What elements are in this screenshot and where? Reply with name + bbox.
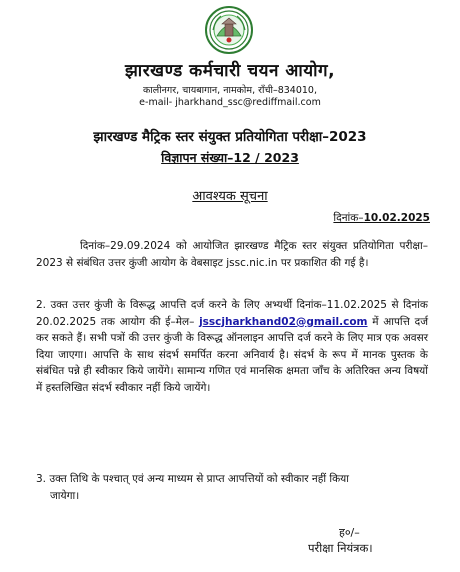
org-address: कालीनगर, चायबागान, नामकोम, राँची–834010, bbox=[143, 85, 317, 96]
paragraph-2 bbox=[36, 297, 428, 396]
signature-title: परीक्षा नियंत्रक। bbox=[308, 541, 373, 555]
notice-heading bbox=[0, 186, 460, 204]
notice-date bbox=[333, 211, 430, 225]
org-name: झारखण्ड कर्मचारी चयन आयोग, bbox=[124, 61, 336, 81]
paragraph-3 bbox=[36, 471, 428, 504]
paragraph-2-after: में आपत्ति दर्ज कर सकते हैं। सभी पत्रों की उत्तर कुंजी के विरूद्ध ऑनलाइन आपत्ति दर्ज करने के लिए मात्र एक अवसर दिया जाएगा। आपत्ति के साथ संदर्भ समर्पित करना अनिवार्य है। संदर्भ के रूप में मानक पुस्तक के संबंधित पन्ने ही स्वीकार किये जायेंगे। सामान्य गणित एवं मानसिक क्षमता जाँच के अतिरिक्त अन्य विषयों में हस्तलिखित संदर्भ स्वीकार नहीं किये जायेंगे। bbox=[36, 315, 428, 394]
date-value: 10.02.2025 bbox=[363, 212, 430, 224]
paragraph-3-line-2: जायेगा। bbox=[50, 489, 80, 502]
jharkhand-emblem-logo bbox=[205, 6, 253, 54]
paragraph-3-line-1: 3. उक्त तिथि के पश्चात् एवं अन्य माध्यम से प्राप्त आपत्तियों को स्वीकार नहीं किया bbox=[36, 473, 349, 485]
org-email: e-mail- jharkhand_ssc@rediffmail.com bbox=[139, 97, 321, 108]
paragraph-2-before: 2. उक्त उत्तर कुंजी के विरूद्ध आपत्ति दर्ज करने के लिए अभ्यर्थी दिनांक–11.02.2025 से दिनांक 20.02.2025 तक आयोग की ई–मेल– bbox=[36, 299, 428, 328]
objection-email-link[interactable]: jsscjharkhand02@gmail.com bbox=[199, 315, 368, 328]
exam-title: झारखण्ड मैट्रिक स्तर संयुक्त प्रतियोगिता परीक्षा–2023 bbox=[93, 129, 367, 145]
notice-heading-text: आवश्यक सूचना bbox=[192, 189, 268, 204]
paragraph-1: दिनांक–29.09.2024 को आयोजित झारखण्ड मैट्रिक स्तर संयुक्त प्रतियोगिता परीक्षा–2023 से संबंधित उत्तर कुंजी आयोग के वेबसाइट jssc.nic.in पर प्रकाशित की गई है। bbox=[36, 240, 428, 269]
date-label: दिनांक– bbox=[333, 212, 364, 224]
advertisement-number-text: विज्ञापन संख्या–12 / 2023 bbox=[161, 150, 299, 165]
advertisement-number bbox=[0, 149, 460, 166]
signature-mark: ह०/– bbox=[339, 526, 360, 539]
